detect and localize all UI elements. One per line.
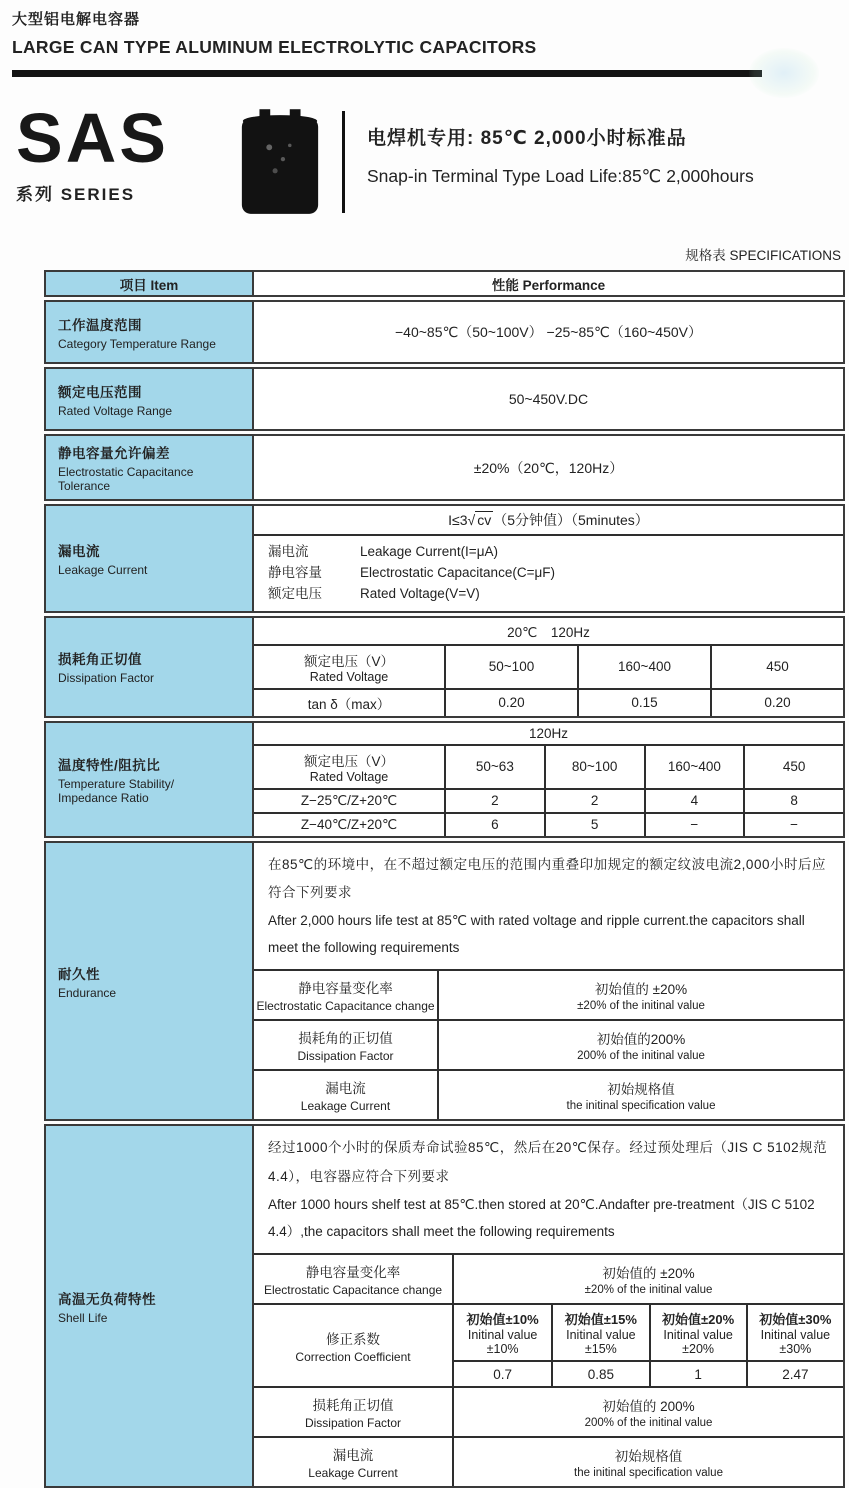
voltage-col: 450 (743, 746, 843, 788)
vertical-divider (342, 111, 345, 213)
z40-label: Z−40℃/Z+20℃ (254, 812, 444, 836)
voltage-col: 160~400 (644, 746, 744, 788)
leakage-formula (254, 506, 843, 536)
endurance-desc-cn: 在85℃的环境中，在不超过额定电压的范围内重叠印加规定的额定纹波电流2,000小时后应符合下列要求 (268, 856, 826, 901)
stability-condition: 120Hz (254, 723, 843, 746)
z40-value: − (644, 812, 744, 836)
row-label-cn: 工作温度范围 (58, 317, 142, 333)
criterion-value-en: the initinal specification value (566, 1100, 716, 1113)
row-label-en: Category Temperature Range (58, 336, 216, 351)
sub-header-cn: 额定电压（V） (303, 753, 394, 769)
row-label-cn: 耐久性 (58, 966, 100, 982)
row-label-cn: 温度特性/阻抗比 (58, 757, 161, 773)
row-label-cn: 高温无负荷特性 (58, 1291, 156, 1307)
voltage-col: 80~100 (544, 746, 644, 788)
row-label-cn: 静电容量允许偏差 (58, 446, 170, 461)
criterion-en: Electrostatic Capacitance change (256, 999, 435, 1014)
document-header (0, 0, 849, 58)
dissipation-subtable (254, 646, 843, 716)
row-temperature-range (44, 300, 845, 364)
criterion-en: Leakage Current (300, 1099, 391, 1114)
row-label-en: Endurance (58, 985, 117, 1000)
criterion-en: Leakage Current (308, 1466, 398, 1481)
criterion-value-cn: 初始规格值 (607, 1082, 675, 1098)
header-performance: 性能 Performance (491, 277, 606, 293)
legend-cn: 额定电压 (268, 585, 322, 601)
criterion-value-en: ±20% of the initinal value (584, 1284, 713, 1297)
voltage-range-value: 50~450V.DC (508, 391, 589, 407)
criterion-value-cn: 初始规格值 (614, 1449, 683, 1465)
specifications-table (44, 270, 845, 1488)
voltage-col: 50~63 (444, 746, 544, 788)
correction-value: 2.47 (746, 1360, 843, 1386)
endurance-dissipation-row (254, 1019, 843, 1069)
criterion-value-cn: 初始值的 200% (602, 1399, 695, 1415)
row-label-cn: 漏电流 (58, 543, 100, 559)
correction-value: 1 (649, 1360, 746, 1386)
temperature-range-value: −40~85℃（50~100V） −25~85℃（160~450V） (394, 324, 702, 340)
criterion-value-en: 200% of the initinal value (584, 1417, 713, 1430)
criterion-cn: 静电容量变化率 (298, 981, 393, 997)
row-temperature-stability (44, 721, 845, 838)
series-banner (16, 99, 849, 224)
z25-value: 8 (743, 788, 843, 812)
tan-delta-value: 0.20 (710, 688, 843, 716)
shelf-cap-change-row (254, 1255, 843, 1303)
tan-delta-label: tan δ（max） (254, 688, 444, 716)
capacitance-tolerance-value: ±20%（20℃，120Hz） (473, 459, 624, 476)
z25-label: Z−25℃/Z+20℃ (254, 788, 444, 812)
table-header-row (44, 270, 845, 297)
criterion-value-cn: 初始值的200% (596, 1032, 686, 1048)
z25-value: 4 (644, 788, 744, 812)
row-leakage-current (44, 504, 845, 613)
header-rule (12, 70, 762, 77)
legend-line (268, 563, 843, 584)
sub-header-cn: 额定电压（V） (303, 653, 394, 669)
shelf-life-description (254, 1126, 843, 1255)
z40-value: − (743, 812, 843, 836)
series-label: 系列 SERIES (16, 184, 136, 204)
formula-prefix: I≤3 (448, 512, 468, 528)
criterion-cn: 损耗角的正切值 (298, 1031, 393, 1047)
criterion-value-en: ±20% of the initinal value (577, 1000, 705, 1013)
z40-value: 6 (444, 812, 544, 836)
row-dissipation-factor (44, 616, 845, 718)
criterion-cn: 漏电流 (332, 1448, 374, 1464)
voltage-col: 160~400 (577, 646, 710, 688)
row-label-en: Shell Life (58, 1310, 108, 1325)
sub-header-en: Rated Voltage (309, 669, 389, 684)
stability-subtable (254, 746, 843, 836)
row-label-en: Leakage Current (58, 562, 148, 577)
leakage-legend (254, 536, 843, 611)
correction-col-header: 初始值±15% Initinal value ±15% (551, 1305, 648, 1360)
row-endurance (44, 841, 845, 1122)
z40-value: 5 (544, 812, 644, 836)
voltage-col: 450 (710, 646, 843, 688)
legend-line (268, 542, 843, 563)
faint-watermark (749, 48, 819, 98)
correction-col-header: 初始值±10% Initinal value ±10% (466, 1312, 539, 1357)
criterion-value-en: 200% of the initinal value (577, 1050, 705, 1063)
criterion-value-cn: 初始值的 ±20% (594, 982, 688, 998)
correction-col-header: 初始值±30% Initinal value ±30% (746, 1305, 843, 1360)
voltage-col: 50~100 (444, 646, 577, 688)
legend-cn: 静电容量 (268, 564, 322, 580)
series-code: SAS (16, 99, 169, 177)
shelf-leakage-row (254, 1436, 843, 1486)
correction-coefficient-grid (454, 1305, 843, 1386)
criterion-value-en: the initinal specification value (574, 1467, 723, 1480)
endurance-leakage-row (254, 1069, 843, 1119)
endurance-description (254, 843, 843, 972)
shelf-desc-en: After 1000 hours shelf test at 85℃.then stored at 20℃.Andafter pre-treatment（JIS C 5102 4.4）,the capacitors shall meet the following requirements (268, 1197, 815, 1240)
feature-line-cn: 电焊机专用: 85℃ 2,000小时标准品 (367, 128, 687, 149)
tan-delta-value: 0.15 (577, 688, 710, 716)
row-label-cn: 损耗角正切值 (58, 652, 142, 668)
doc-title-en: LARGE CAN TYPE ALUMINUM ELECTROLYTIC CAPACITORS (12, 37, 537, 57)
row-label-cn: 额定电压范围 (58, 384, 142, 400)
formula-suffix: （5分钟值）（5minutes） (493, 512, 649, 528)
correction-value: 0.85 (551, 1360, 648, 1386)
row-shelf-life (44, 1124, 845, 1488)
formula-radicand: cv (477, 512, 492, 528)
shelf-dissipation-row (254, 1386, 843, 1436)
legend-en: Leakage Current(I=μA) (360, 544, 498, 559)
criterion-en: Correction Coefficient (295, 1349, 411, 1364)
shelf-desc-cn: 经过1000个小时的保质寿命试验85℃，然后在20℃保存。经过预处理后（JIS C 5102规范4.4），电容器应符合下列要求 (268, 1140, 828, 1184)
feature-line-en: Snap-in Terminal Type Load Life:85℃ 2,000hours (367, 166, 754, 186)
row-label-en: Impedance Ratio (58, 790, 149, 805)
endurance-cap-change-row (254, 971, 843, 1019)
specifications-caption: 规格表 SPECIFICATIONS (685, 248, 841, 263)
row-label-en: Rated Voltage Range (58, 403, 173, 418)
doc-title-cn: 大型铝电解电容器 (12, 11, 141, 28)
endurance-desc-en: After 2,000 hours life test at 85℃ with rated voltage and ripple current.the capacitors shall meet the following requirements (268, 913, 805, 956)
row-capacitance-tolerance (44, 434, 845, 501)
radical-sign: √ (467, 512, 476, 528)
row-voltage-range (44, 367, 845, 431)
sub-header-en: Rated Voltage (309, 769, 389, 784)
criterion-en: Dissipation Factor (304, 1416, 402, 1431)
row-label-en: Electrostatic Capacitance Tolerance (58, 465, 194, 493)
z25-value: 2 (544, 788, 644, 812)
criterion-cn: 损耗角正切值 (312, 1398, 394, 1414)
capacitor-photo (236, 107, 324, 224)
shelf-correction-row (254, 1303, 843, 1386)
criterion-en: Electrostatic Capacitance change (263, 1283, 443, 1298)
criterion-value-cn: 初始值的 ±20% (602, 1266, 695, 1282)
row-label-en: Temperature Stability/ (58, 776, 175, 791)
dissipation-condition: 20℃ 120Hz (254, 618, 843, 646)
criterion-en: Dissipation Factor (297, 1049, 394, 1064)
criterion-cn: 漏电流 (325, 1081, 366, 1097)
criterion-cn: 静电容量变化率 (305, 1265, 401, 1281)
header-item: 项目 Item (46, 272, 254, 295)
correction-col-header: 初始值±20% Initinal value ±20% (649, 1305, 746, 1360)
z25-value: 2 (444, 788, 544, 812)
criterion-cn: 修正系数 (326, 1331, 380, 1347)
legend-en: Rated Voltage(V=V) (360, 585, 480, 601)
legend-cn: 漏电流 (268, 544, 309, 559)
row-label-en: Dissipation Factor (58, 671, 155, 686)
legend-en: Electrostatic Capacitance(C=μF) (360, 564, 555, 580)
correction-value: 0.7 (454, 1360, 551, 1386)
legend-line (268, 584, 843, 605)
tan-delta-value: 0.20 (444, 688, 577, 716)
